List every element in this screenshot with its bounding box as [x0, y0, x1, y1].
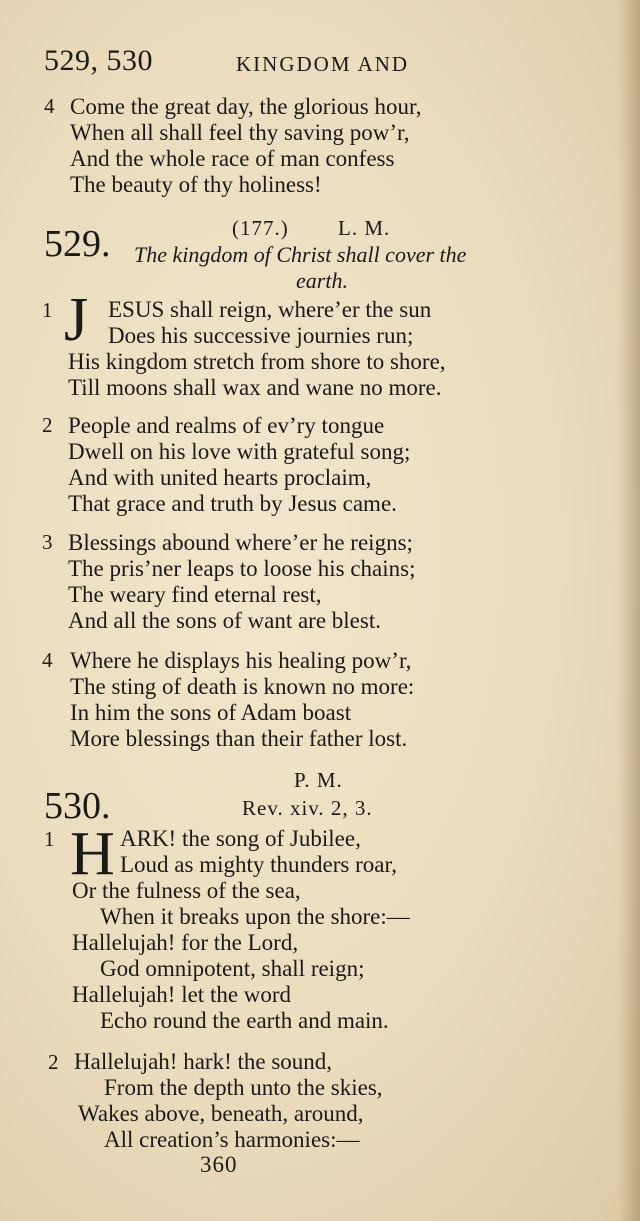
verse-line: Echo round the earth and main.: [100, 1008, 389, 1033]
verse-line: When it breaks upon the shore:—: [100, 904, 410, 929]
verse-line: ARK! the song of Jubilee,: [120, 826, 361, 851]
header-hymn-numbers: 529, 530: [44, 44, 153, 77]
verse-number: 2: [42, 413, 53, 437]
verse-line: Blessings abound where’er he reigns;: [68, 530, 413, 555]
hymn-529-subtitle: The kingdom of Christ shall cover the: [134, 242, 467, 267]
verse-line: Hallelujah! for the Lord,: [72, 930, 299, 955]
verse-line: That grace and truth by Jesus came.: [68, 491, 397, 516]
hymn-529-number: 529.: [44, 223, 111, 265]
verse-line: Where he displays his healing pow’r,: [70, 648, 412, 673]
verse-line: Come the great day, the glorious hour,: [70, 94, 422, 119]
drop-cap: H: [70, 820, 115, 888]
hymn-530-meter: P. M.: [294, 768, 343, 792]
verse-number: 4: [44, 94, 55, 118]
verse-line: And with united hearts proclaim,: [68, 465, 372, 490]
verse-line: God omnipotent, shall reign;: [100, 956, 365, 981]
verse-line: When all shall feel thy saving pow’r,: [70, 120, 410, 145]
verse-number: 1: [44, 827, 55, 851]
verse-line: The beauty of thy holiness!: [70, 172, 322, 197]
hymn-529-subtitle-cont: earth.: [296, 268, 348, 293]
verse-line: Wakes above, beneath, around,: [78, 1101, 364, 1126]
verse-line: ESUS shall reign, where’er the sun: [108, 297, 432, 322]
verse-line: Does his successive journies run;: [108, 323, 414, 348]
verse-number: 4: [42, 648, 53, 672]
verse-number: 1: [42, 298, 53, 322]
hymn-530-reference: Rev. xiv. 2, 3.: [242, 796, 373, 820]
verse-line: Loud as mighty thunders roar,: [120, 852, 397, 877]
verse-line: His kingdom stretch from shore to shore,: [68, 349, 446, 374]
drop-cap: J: [64, 286, 89, 354]
hymn-529-tune-number: (177.): [232, 216, 289, 240]
verse-line: Dwell on his love with grateful song;: [68, 439, 411, 464]
verse-line: Till moons shall wax and wane no more.: [68, 375, 442, 400]
verse-line: The sting of death is known no more:: [70, 674, 415, 699]
verse-line: Hallelujah! let the word: [72, 982, 292, 1007]
verse-line: All creation’s harmonies:—: [104, 1127, 360, 1152]
page-edge-shadow: [618, 0, 640, 1221]
verse-line: From the depth unto the skies,: [104, 1075, 383, 1100]
header-title: KINGDOM AND: [236, 52, 410, 76]
verse-number: 3: [42, 530, 53, 554]
verse-line: The weary find eternal rest,: [68, 582, 322, 607]
verse-line: More blessings than their father lost.: [70, 726, 408, 751]
page-number: 360: [200, 1152, 238, 1177]
verse-line: In him the sons of Adam boast: [70, 700, 352, 725]
verse-number: 2: [48, 1050, 59, 1074]
hymn-529-meter: L. M.: [338, 216, 391, 240]
verse-line: Or the fulness of the sea,: [72, 878, 301, 903]
verse-line: Hallelujah! hark! the sound,: [74, 1049, 333, 1074]
verse-line: And all the sons of want are blest.: [68, 608, 381, 633]
hymn-530-number: 530.: [44, 785, 111, 827]
verse-line: People and realms of ev’ry tongue: [68, 413, 385, 438]
verse-line: And the whole race of man confess: [70, 146, 395, 171]
verse-line: The pris’ner leaps to loose his chains;: [68, 556, 416, 581]
